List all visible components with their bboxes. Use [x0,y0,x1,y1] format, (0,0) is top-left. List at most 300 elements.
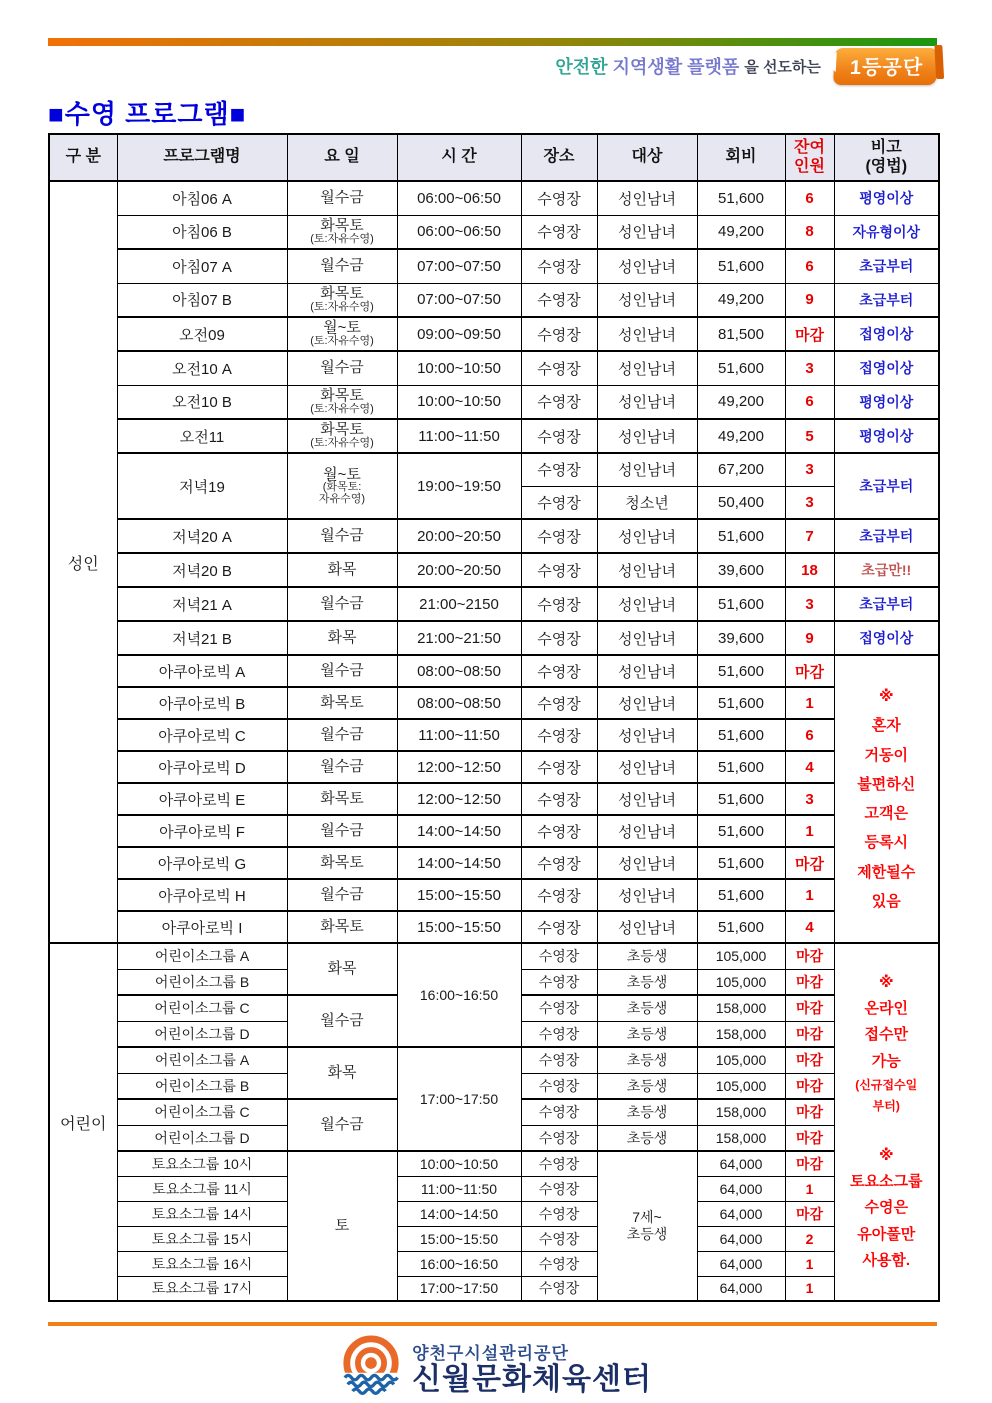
time-cell: 08:00~08:50 [397,655,521,687]
remaining-cell: 3 [785,453,834,486]
day-cell: 월수금 [287,519,397,553]
fee-cell: 39,600 [697,621,785,655]
remaining-cell: 18 [785,553,834,587]
remaining-cell: 7 [785,519,834,553]
time-cell: 12:00~12:50 [397,783,521,815]
program-name: 토요소그룹 17시 [117,1276,287,1301]
program-name: 아침07 B [117,283,287,317]
table-row [49,1226,939,1251]
time-cell: 12:00~12:50 [397,751,521,783]
remaining-cell: 마감 [785,943,834,969]
program-name: 아쿠아로빅 D [117,751,287,783]
day-cell: 월수금 [287,351,397,385]
slogan-part3: 을 선도하는 [744,58,821,76]
day-cell: 화목토 [287,783,397,815]
table-row [49,181,939,215]
table-row [49,655,939,687]
child-section [49,943,939,1301]
fee-cell: 49,200 [697,283,785,317]
col-program-name: 프로그램명 [117,134,287,181]
time-cell: 08:00~08:50 [397,687,521,719]
day-cell: 월~토 (화목토: 자유수영) [287,453,397,519]
program-name: 아쿠아로빅 I [117,911,287,943]
table-row [49,351,939,385]
program-name: 어린이소그룹 A [117,1047,287,1073]
note-cell: 접영이상 [834,621,939,655]
fee-cell: 51,600 [697,879,785,911]
time-cell: 10:00~10:50 [397,351,521,385]
day-cell: 월수금 [287,815,397,847]
fee-cell: 39,600 [697,553,785,587]
place-cell: 수영장 [521,719,597,751]
time-cell: 17:00~17:50 [397,1276,521,1301]
place-cell: 수영장 [521,283,597,317]
place-cell: 수영장 [521,1021,597,1047]
place-cell: 수영장 [521,1176,597,1201]
program-name: 아쿠아로빅 G [117,847,287,879]
table-row [49,1201,939,1226]
slogan [555,50,937,82]
col-target: 대상 [597,134,697,181]
top-gradient-rule [48,38,937,46]
day-cell: 월~토 (토:자유수영) [287,317,397,351]
place-cell: 수영장 [521,783,597,815]
time-cell: 15:00~15:50 [397,911,521,943]
program-name: 어린이소그룹 B [117,1073,287,1099]
target-cell: 성인남녀 [597,453,697,486]
target-cell: 성인남녀 [597,419,697,453]
target-cell: 7세~ 초등생 [597,1151,697,1301]
footer-org-name: 양천구시설관리공단 [412,1344,569,1364]
table-row [49,1151,939,1176]
place-cell: 수영장 [521,815,597,847]
target-cell: 초등생 [597,943,697,969]
place-cell: 수영장 [521,1201,597,1226]
remaining-cell: 마감 [785,1021,834,1047]
program-name: 아쿠아로빅 H [117,879,287,911]
table-row [49,419,939,453]
target-cell: 성인남녀 [597,283,697,317]
program-name: 어린이소그룹 C [117,995,287,1021]
program-name: 저녁21 B [117,621,287,655]
time-cell: 10:00~10:50 [397,1151,521,1176]
day-cell: 화목토 (토:자유수영) [287,385,397,419]
day-cell: 화목 [287,553,397,587]
program-name: 어린이소그룹 C [117,1099,287,1125]
footer-center-name: 신월문화체육센터 [412,1363,652,1397]
program-name: 오전10 B [117,385,287,419]
target-cell: 초등생 [597,1047,697,1073]
col-time: 시 간 [397,134,521,181]
place-cell: 수영장 [521,1226,597,1251]
place-cell: 수영장 [521,969,597,995]
target-cell: 성인남녀 [597,847,697,879]
fee-cell: 158,000 [697,1021,785,1047]
time-cell: 19:00~19:50 [397,453,521,519]
fee-cell: 50,400 [697,486,785,519]
program-name: 어린이소그룹 D [117,1021,287,1047]
place-cell: 수영장 [521,351,597,385]
day-cell: 화목토 [287,847,397,879]
slogan-part2: 지역생활 플랫폼 [612,57,740,77]
time-cell: 15:00~15:50 [397,1226,521,1251]
table-row [49,1047,939,1073]
place-cell: 수영장 [521,249,597,283]
place-cell: 수영장 [521,1125,597,1151]
target-cell: 성인남녀 [597,519,697,553]
fee-cell: 158,000 [697,1125,785,1151]
table-row [49,943,939,969]
time-cell: 10:00~10:50 [397,385,521,419]
target-cell: 성인남녀 [597,783,697,815]
table-row [49,587,939,621]
sun-wave-logo-icon [340,1334,402,1401]
note-cell: 초급부터 [834,453,939,519]
place-cell: 수영장 [521,847,597,879]
place-cell: 수영장 [521,317,597,351]
program-name: 어린이소그룹 D [117,1125,287,1151]
program-name: 아쿠아로빅 F [117,815,287,847]
remaining-cell: 마감 [785,1125,834,1151]
target-cell: 성인남녀 [597,751,697,783]
time-cell: 07:00~07:50 [397,249,521,283]
child-remark: ※ 온라인 접수만 가능 (신규접수일 부터) ※ 토요소그룹 수영은 유아풀만 사용함. [834,943,939,1301]
remaining-cell: 마감 [785,1047,834,1073]
place-cell: 수영장 [521,519,597,553]
time-cell: 14:00~14:50 [397,815,521,847]
program-name: 아침07 A [117,249,287,283]
section-label-child: 어린이 [49,943,117,1301]
day-cell: 화목 [287,1047,397,1099]
slogan-part1: 안전한 [555,57,608,77]
place-cell: 수영장 [521,1047,597,1073]
time-cell: 15:00~15:50 [397,879,521,911]
fee-cell: 51,600 [697,587,785,621]
remaining-cell: 3 [785,783,834,815]
note-cell: 접영이상 [834,351,939,385]
time-cell: 06:00~06:50 [397,215,521,249]
time-cell: 21:00~21:50 [397,621,521,655]
fee-cell: 64,000 [697,1176,785,1201]
fee-cell: 64,000 [697,1201,785,1226]
remaining-cell: 4 [785,751,834,783]
fee-cell: 51,600 [697,783,785,815]
day-cell: 월수금 [287,249,397,283]
time-cell: 14:00~14:50 [397,847,521,879]
footer-orange-rule [48,1322,937,1326]
program-name: 오전11 [117,419,287,453]
note-cell: 초급부터 [834,249,939,283]
fee-cell: 105,000 [697,1073,785,1099]
fee-cell: 51,600 [697,847,785,879]
note-cell: 초급부터 [834,519,939,553]
place-cell: 수영장 [521,385,597,419]
time-cell: 20:00~20:50 [397,553,521,587]
place-cell: 수영장 [521,453,597,486]
table-row [49,783,939,815]
table-row [49,1276,939,1301]
fee-cell: 51,600 [697,519,785,553]
table-row [49,215,939,249]
table-row [49,719,939,751]
table-row [49,815,939,847]
day-cell: 화목토 [287,911,397,943]
time-cell: 09:00~09:50 [397,317,521,351]
target-cell: 초등생 [597,995,697,1021]
place-cell: 수영장 [521,1276,597,1301]
note-cell: 접영이상 [834,317,939,351]
day-cell: 월수금 [287,751,397,783]
day-cell: 화목토 (토:자유수영) [287,215,397,249]
remaining-cell: 마감 [785,317,834,351]
remaining-cell: 8 [785,215,834,249]
table-row [49,1251,939,1276]
table-row [49,385,939,419]
place-cell: 수영장 [521,181,597,215]
table-row [49,519,939,553]
program-name: 토요소그룹 10시 [117,1151,287,1176]
program-name: 저녁20 B [117,553,287,587]
fee-cell: 49,200 [697,385,785,419]
target-cell: 성인남녀 [597,215,697,249]
fee-cell: 64,000 [697,1276,785,1301]
time-cell: 06:00~06:50 [397,181,521,215]
remaining-cell: 6 [785,385,834,419]
remaining-cell: 1 [785,815,834,847]
time-cell: 20:00~20:50 [397,519,521,553]
note-cell: 평영이상 [834,419,939,453]
note-cell: 평영이상 [834,385,939,419]
remaining-cell: 5 [785,419,834,453]
target-cell: 초등생 [597,969,697,995]
remaining-cell: 1 [785,879,834,911]
fee-cell: 51,600 [697,351,785,385]
fee-cell: 51,600 [697,687,785,719]
time-cell: 16:00~16:50 [397,943,521,1047]
place-cell: 수영장 [521,587,597,621]
table-row [49,879,939,911]
col-place: 장소 [521,134,597,181]
program-name: 토요소그룹 16시 [117,1251,287,1276]
remaining-cell: 3 [785,486,834,519]
remaining-cell: 마감 [785,847,834,879]
swim-program-table [48,133,940,1302]
target-cell: 성인남녀 [597,385,697,419]
day-cell: 토 [287,1151,397,1301]
fee-cell: 158,000 [697,1099,785,1125]
table-row [49,317,939,351]
program-name: 아침06 B [117,215,287,249]
day-cell: 월수금 [287,181,397,215]
target-cell: 초등생 [597,1099,697,1125]
program-name: 오전10 A [117,351,287,385]
table-row [49,687,939,719]
place-cell: 수영장 [521,943,597,969]
fee-cell: 51,600 [697,751,785,783]
fee-cell: 158,000 [697,995,785,1021]
fee-cell: 51,600 [697,181,785,215]
day-cell: 화목토 (토:자유수영) [287,283,397,317]
remaining-cell: 1 [785,1251,834,1276]
day-cell: 화목토 (토:자유수영) [287,419,397,453]
program-name: 저녁21 A [117,587,287,621]
remaining-cell: 마감 [785,655,834,687]
place-cell: 수영장 [521,553,597,587]
day-cell: 화목 [287,943,397,995]
fee-cell: 51,600 [697,815,785,847]
remaining-cell: 마감 [785,1151,834,1176]
day-cell: 화목토 [287,687,397,719]
program-name: 토요소그룹 14시 [117,1201,287,1226]
program-name: 아쿠아로빅 A [117,655,287,687]
fee-cell: 81,500 [697,317,785,351]
program-name: 아쿠아로빅 C [117,719,287,751]
fee-cell: 49,200 [697,419,785,453]
fee-cell: 51,600 [697,719,785,751]
remaining-cell: 마감 [785,995,834,1021]
program-name: 아쿠아로빅 B [117,687,287,719]
table-row [49,1176,939,1201]
remaining-cell: 마감 [785,1201,834,1226]
program-name: 저녁20 A [117,519,287,553]
time-cell: 11:00~11:50 [397,1176,521,1201]
fee-cell: 51,600 [697,911,785,943]
target-cell: 성인남녀 [597,719,697,751]
remaining-cell: 2 [785,1226,834,1251]
remaining-cell: 1 [785,1276,834,1301]
table-row [49,847,939,879]
place-cell: 수영장 [521,751,597,783]
remaining-cell: 마감 [785,969,834,995]
fee-cell: 105,000 [697,1047,785,1073]
remaining-cell: 1 [785,687,834,719]
fee-cell: 64,000 [697,1251,785,1276]
note-cell: 평영이상 [834,181,939,215]
adult-section [49,181,939,943]
time-cell: 11:00~11:50 [397,419,521,453]
col-day: 요 일 [287,134,397,181]
fee-cell: 49,200 [697,215,785,249]
remaining-cell: 9 [785,283,834,317]
program-name: 아쿠아로빅 E [117,783,287,815]
section-label-adult: 성인 [49,181,117,943]
fee-cell: 64,000 [697,1151,785,1176]
place-cell: 수영장 [521,1151,597,1176]
time-cell: 21:00~2150 [397,587,521,621]
time-cell: 07:00~07:50 [397,283,521,317]
program-name: 오전09 [117,317,287,351]
target-cell: 청소년 [597,486,697,519]
place-cell: 수영장 [521,215,597,249]
table-header [49,134,939,181]
target-cell: 성인남녀 [597,815,697,847]
fee-cell: 105,000 [697,943,785,969]
remaining-cell: 9 [785,621,834,655]
program-name: 토요소그룹 15시 [117,1226,287,1251]
target-cell: 성인남녀 [597,181,697,215]
program-name: 아침06 A [117,181,287,215]
time-cell: 14:00~14:50 [397,1201,521,1226]
day-cell: 월수금 [287,587,397,621]
target-cell: 성인남녀 [597,317,697,351]
program-name: 저녁19 [117,453,287,519]
note-cell: 초급부터 [834,283,939,317]
target-cell: 성인남녀 [597,655,697,687]
fee-cell: 67,200 [697,453,785,486]
remaining-cell: 3 [785,351,834,385]
table-row [49,911,939,943]
day-cell: 월수금 [287,879,397,911]
target-cell: 초등생 [597,1021,697,1047]
time-cell: 16:00~16:50 [397,1251,521,1276]
fee-cell: 51,600 [697,249,785,283]
target-cell: 성인남녀 [597,587,697,621]
remaining-cell: 6 [785,719,834,751]
target-cell: 성인남녀 [597,911,697,943]
day-cell: 월수금 [287,995,397,1047]
col-category: 구 분 [49,134,117,181]
footer-logo [0,1334,992,1401]
table-row [49,453,939,486]
table-row [49,283,939,317]
time-cell: 17:00~17:50 [397,1047,521,1151]
place-cell: 수영장 [521,655,597,687]
note-cell: 자유형이상 [834,215,939,249]
table-row [49,553,939,587]
time-cell: 11:00~11:50 [397,719,521,751]
program-name: 토요소그룹 11시 [117,1176,287,1201]
place-cell: 수영장 [521,419,597,453]
table-row [49,751,939,783]
target-cell: 초등생 [597,1073,697,1099]
fee-cell: 105,000 [697,969,785,995]
target-cell: 성인남녀 [597,687,697,719]
target-cell: 성인남녀 [597,553,697,587]
table-row [49,621,939,655]
place-cell: 수영장 [521,995,597,1021]
place-cell: 수영장 [521,1251,597,1276]
col-fee: 회비 [697,134,785,181]
fee-cell: 64,000 [697,1226,785,1251]
remaining-cell: 3 [785,587,834,621]
col-note: 비고 (영법) [834,134,939,181]
remaining-cell: 4 [785,911,834,943]
company-badge: 1등공단 [833,48,938,85]
place-cell: 수영장 [521,486,597,519]
col-remaining: 잔여 인원 [785,134,834,181]
remaining-cell: 마감 [785,1099,834,1125]
place-cell: 수영장 [521,687,597,719]
target-cell: 초등생 [597,1125,697,1151]
adult-remark: ※ 혼자 거동이 불편하신 고객은 등록시 제한될수 있음 [834,655,939,943]
table-row [49,249,939,283]
day-cell: 월수금 [287,1099,397,1151]
program-name: 어린이소그룹 A [117,943,287,969]
place-cell: 수영장 [521,621,597,655]
target-cell: 성인남녀 [597,621,697,655]
note-cell: 초급만!! [834,553,939,587]
fee-cell: 51,600 [697,655,785,687]
place-cell: 수영장 [521,911,597,943]
day-cell: 월수금 [287,719,397,751]
day-cell: 화목 [287,621,397,655]
place-cell: 수영장 [521,1073,597,1099]
place-cell: 수영장 [521,879,597,911]
remaining-cell: 1 [785,1176,834,1201]
day-cell: 월수금 [287,655,397,687]
remaining-cell: 마감 [785,1073,834,1099]
remaining-cell: 6 [785,181,834,215]
